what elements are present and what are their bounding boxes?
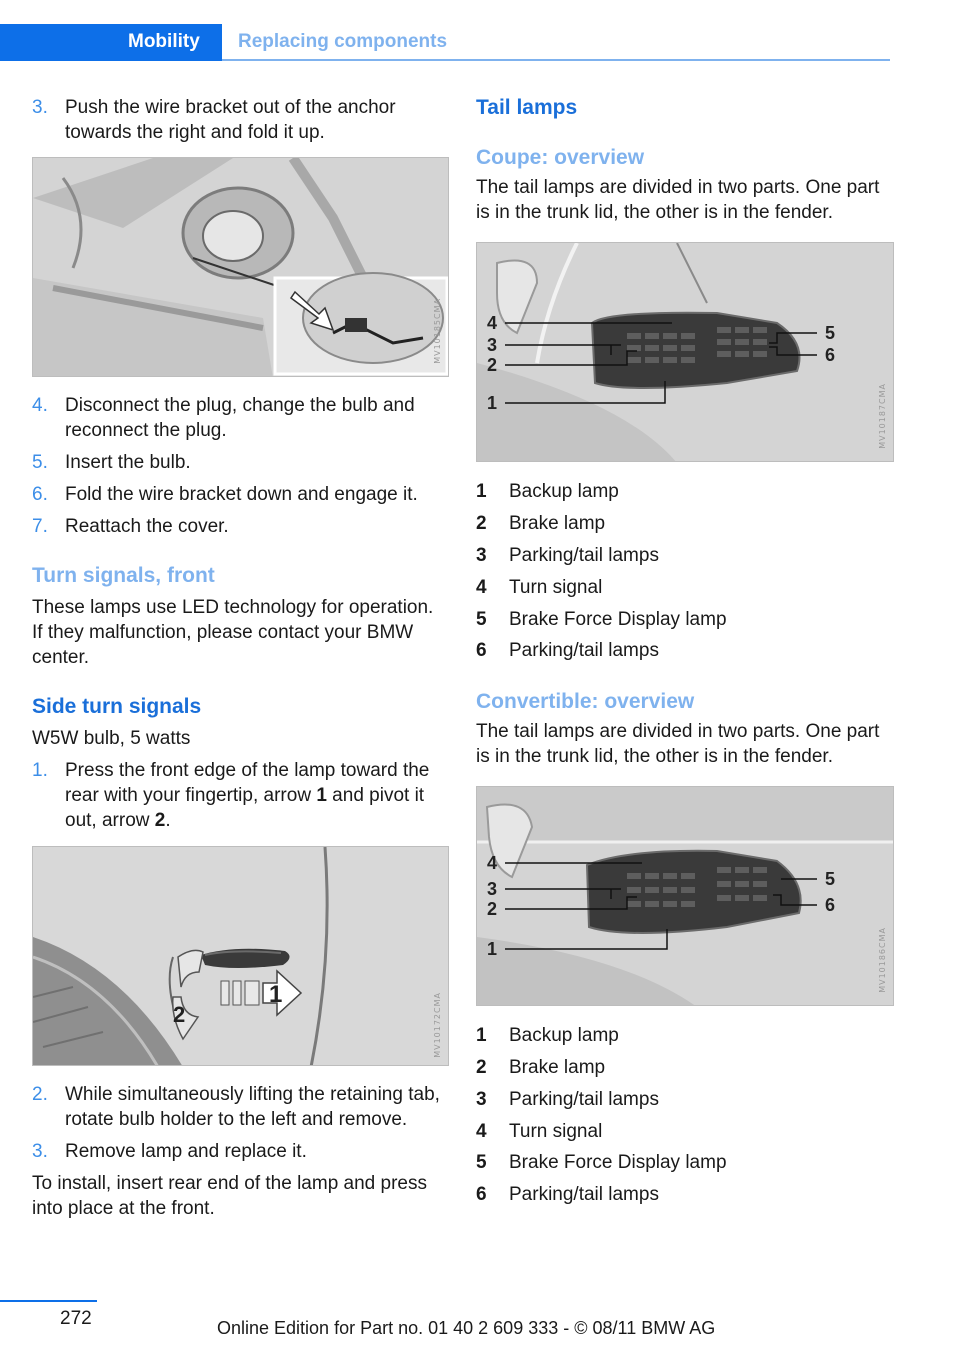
tail-lamps-heading: Tail lamps [476,96,578,119]
callout-1: 1 [487,393,498,413]
legend-number: 3 [476,1088,487,1110]
step-item [32,514,444,539]
legend-number: 1 [476,481,487,503]
header-rule [222,59,890,61]
convertible-overview-heading: Convertible: overview [476,689,695,713]
install-instructions: To install, insert rear end of the lamp and press into place at the front. [32,1173,427,1219]
callout-3: 3 [487,335,498,355]
step-number: 2. [32,1084,48,1105]
arrow-2-label: 2 [173,1002,186,1027]
legend-item [476,1020,896,1052]
legend-item [476,1115,896,1147]
step-number: 3. [32,97,48,118]
step-text: Reattach the cover. [65,516,229,537]
legend-label: Turn signal [509,576,603,598]
legend-label: Turn signal [509,1120,603,1142]
coupe-overview-text: The tail lamps are divided in two parts. One part is in the trunk lid, the other is in the fender. [476,177,880,223]
figure-code: MV10172CMA [433,992,442,1058]
step-text: Disconnect the plug, change the bulb and reconnect the plug. [65,395,415,441]
callout-2: 2 [487,355,498,375]
step-number: 7. [32,516,48,537]
coupe-tail-lamp-figure [476,242,894,462]
wire-bracket-illustration [33,158,449,377]
legend-item [476,603,896,635]
legend-item [476,508,896,540]
wire-bracket-figure [32,157,449,377]
convertible-overview-text: The tail lamps are divided in two parts. One part is in the trunk lid, the other is in the fender. [476,720,880,767]
step-item [32,393,444,443]
step-text: While simultaneously lifting the retaining tab, rotate bulb holder to the left and remove. [65,1084,440,1130]
side-turn-signals-intro: W5W bulb, 5 watts [32,728,191,749]
arrow-1-reference: 1 [316,785,327,806]
legend-number: 5 [476,1152,487,1174]
step-text-part: Press the front edge of the lamp toward the rear with your fingertip, arrow [65,760,430,806]
step-item [32,95,444,145]
page-number: 272 [60,1308,92,1329]
left-column [32,95,444,1221]
step-text: Remove lamp and replace it. [65,1141,307,1162]
figure-code: MV10186CMA [878,926,887,993]
side-turn-signals-heading: Side turn signals [32,695,202,718]
legend-number: 5 [476,608,487,630]
step-text [65,758,444,833]
callout-6: 6 [825,345,836,365]
step-text: Insert the bulb. [65,452,191,473]
legend-label: Brake Force Display lamp [509,608,727,630]
legend-label: Parking/tail lamps [509,1184,659,1206]
callout-2: 2 [487,898,498,919]
arrow-2-reference: 2 [154,810,166,831]
legend-item [476,1083,896,1115]
callout-4: 4 [487,313,498,333]
legend-item [476,571,896,603]
coupe-tail-lamp-illustration [477,243,894,462]
legend-item [476,476,896,508]
callout-5: 5 [825,323,836,343]
coupe-overview-heading: Coupe: overview [476,146,645,169]
coupe-legend [476,476,896,667]
step-item [32,482,444,507]
step-text-part: . [165,810,171,831]
step-number: 3. [32,1141,48,1162]
legend-number: 4 [476,1120,487,1142]
figure-code: MV10185CMA [433,298,442,364]
legend-label: Brake lamp [509,513,606,535]
callout-3: 3 [487,878,498,899]
step-item [32,1139,444,1164]
turn-signals-heading: Turn signals, front [32,564,215,587]
legend-label: Backup lamp [509,1025,619,1047]
step-text: Fold the wire bracket down and engage it. [65,484,418,505]
edition-notice: Online Edition for Part no. 01 40 2 609 333 - © 08/11 BMW AG [217,1318,716,1338]
legend-item [476,1179,896,1211]
legend-number: 1 [476,1025,487,1047]
right-column [476,95,896,1211]
callout-4: 4 [487,852,498,873]
step-number: 4. [32,395,48,416]
legend-number: 2 [476,1056,487,1078]
step-number: 1. [32,760,48,781]
arrow-1-label: 1 [269,981,283,1008]
step-item [32,450,444,475]
legend-item [476,1147,896,1179]
legend-item [476,1052,896,1084]
convertible-legend [476,1020,896,1211]
subsection-title: Replacing components [238,31,448,52]
step-number: 5. [32,452,48,473]
legend-item [476,635,896,667]
step-item [32,1082,444,1132]
legend-label: Parking/tail lamps [509,1088,659,1110]
step-text: Push the wire bracket out of the anchor towards the right and fold it up. [65,97,396,143]
step-number: 6. [32,484,48,505]
side-turn-signal-figure [32,846,449,1066]
callout-5: 5 [825,868,836,889]
legend-item [476,540,896,572]
legend-label: Brake Force Display lamp [509,1152,727,1174]
convertible-tail-lamp-figure [476,786,894,1006]
legend-number: 2 [476,513,487,535]
turn-signals-text: These lamps use LED technology for operation. If they malfunction, please contact your BMW center. [32,597,434,668]
legend-number: 4 [476,576,487,598]
callout-1: 1 [487,938,498,959]
legend-number: 3 [476,544,487,566]
page-header [0,24,890,62]
footer-rule [0,1300,97,1302]
legend-label: Parking/tail lamps [509,640,659,662]
legend-number: 6 [476,1184,487,1206]
legend-label: Backup lamp [509,481,619,503]
step-item [32,758,444,833]
legend-number: 6 [476,640,487,662]
figure-code: MV10187CMA [878,383,887,449]
convertible-tail-lamp-illustration [477,787,894,1006]
legend-label: Brake lamp [509,1056,606,1078]
section-title: Mobility [128,31,200,52]
side-turn-signal-illustration [33,847,449,1066]
step-text-part: and pivot it out, arrow [65,785,425,831]
callout-6: 6 [825,894,836,915]
legend-label: Parking/tail lamps [509,544,659,566]
